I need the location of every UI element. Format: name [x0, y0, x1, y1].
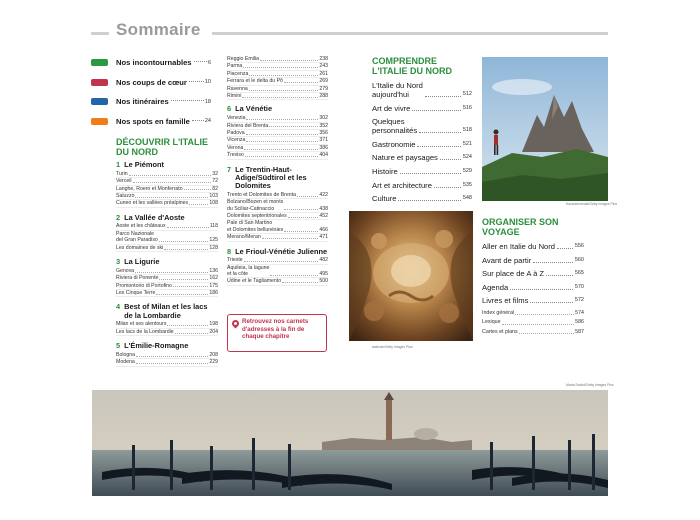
leader-dots [269, 126, 318, 127]
leader-dots [284, 209, 318, 210]
toc-entry[interactable] [482, 242, 584, 251]
toc-entry-label: Padova [227, 129, 245, 136]
title-rule-right [212, 32, 608, 35]
toc-entry[interactable] [116, 178, 218, 185]
toc-entry-label: Nature et paysages [372, 153, 438, 163]
toc-entry-label: Udine et le Tagliamento [227, 278, 282, 285]
toc-entry-label: Quelques personnalités [372, 117, 418, 136]
chapter-heading[interactable] [227, 166, 328, 191]
toc-entry[interactable] [227, 115, 328, 122]
toc-entry[interactable] [372, 117, 472, 135]
leader-dots [400, 173, 461, 174]
toc-entry-label: Les lacs de la Lombardie [116, 328, 174, 335]
toc-entry-page: 570 [574, 283, 584, 290]
leader-dots [425, 96, 461, 97]
toc-entry-label: Verona [227, 144, 244, 151]
leader-dots [167, 325, 208, 326]
toc-entry-label: Genova [116, 267, 135, 274]
toc-entry-page: 128 [209, 244, 218, 251]
comprendre-column [372, 57, 472, 208]
chapter-number: 5 [116, 341, 121, 351]
toc-entry[interactable] [227, 278, 328, 285]
leader-dots [546, 275, 573, 276]
legend-leader-dots [194, 61, 207, 62]
index-entry-label: Lexique [482, 319, 501, 326]
index-entry-page: 587 [575, 328, 584, 335]
toc-entry-label: Les domaines de ski [116, 244, 164, 251]
toc-entry-label: Pale di San Martino et Dolomites bellunésies [227, 220, 284, 233]
toc-entry[interactable] [227, 234, 328, 241]
toc-entry-page: 302 [319, 115, 328, 122]
legend-leader-dots [192, 120, 204, 121]
leader-dots [297, 196, 318, 197]
leader-dots [136, 363, 209, 364]
toc-entry-page: 186 [209, 289, 218, 296]
leader-dots [135, 272, 208, 273]
toc-entry-label: Art et architecture [372, 180, 432, 190]
chapter-heading[interactable] [116, 303, 218, 319]
chapter-number: 8 [227, 246, 232, 256]
legend-swatch [91, 59, 108, 66]
chapter-heading[interactable] [116, 258, 218, 266]
chapter-title: Le Frioul-Vénétie Julienne [235, 246, 328, 256]
toc-entry-page: 238 [319, 56, 328, 62]
toc-entry-page: 136 [209, 267, 218, 274]
chapter-number: 6 [227, 104, 232, 114]
leader-dots [129, 175, 212, 176]
emilie-continued [227, 56, 328, 100]
title-rule-left [91, 32, 109, 35]
leader-dots [167, 227, 209, 228]
leader-dots [262, 238, 319, 239]
leader-dots [284, 82, 318, 83]
leader-dots [519, 333, 575, 334]
toc-entry-page: 208 [209, 351, 218, 358]
toc-entry-label: Riviera del Brenta [227, 122, 269, 129]
toc-entry-label: Ravenna [227, 85, 248, 92]
ceiling-photo-credit: tacitude/Getty Images Plus [372, 345, 413, 349]
leader-dots [282, 282, 318, 283]
toc-entry-label: Verceil [116, 178, 132, 185]
toc-entry-label: Dolomites septentrionales [227, 212, 287, 219]
leader-dots [244, 149, 318, 150]
toc-entry[interactable] [372, 194, 472, 203]
toc-entry-label: Saluzzo [116, 192, 135, 199]
toc-entry-page: 269 [319, 78, 328, 85]
toc-entry-page: 466 [319, 226, 328, 233]
leader-dots [260, 60, 318, 61]
toc-entry-page: 82 [212, 185, 218, 192]
toc-entry-page: 162 [209, 275, 218, 282]
legend-leader-dots [189, 81, 204, 82]
venice-photo-credit: Maria Swärd/Getty Images Plus [566, 383, 614, 387]
toc-entry-label: Treviso [227, 152, 244, 159]
toc-entry-page: 371 [319, 137, 328, 144]
toc-entry-label: Riviera di Ponente [116, 275, 159, 282]
leader-dots [502, 324, 575, 325]
organiser-column [482, 218, 584, 338]
leader-dots [398, 200, 460, 201]
toc-entry[interactable] [116, 321, 218, 328]
leader-dots [515, 314, 574, 315]
ceiling-fresco-photo [349, 211, 473, 341]
toc-entry[interactable] [227, 199, 328, 213]
chapter-number: 7 [227, 164, 232, 174]
toc-entry-page: 471 [319, 234, 328, 241]
index-entry-label: Index général [482, 309, 515, 316]
toc-entry[interactable] [227, 93, 328, 100]
toc-entry-page: 261 [319, 70, 328, 77]
toc-entry[interactable] [372, 81, 472, 99]
toc-entry[interactable] [227, 63, 328, 70]
leader-dots [284, 231, 318, 232]
organiser-entries [482, 242, 584, 305]
toc-entry-label: Rimini [227, 93, 242, 100]
toc-entry[interactable] [372, 153, 472, 162]
toc-entry[interactable] [116, 200, 218, 207]
toc-entry[interactable] [372, 104, 472, 113]
toc-entry-page: 500 [319, 278, 328, 285]
legend-page-number: 10 [204, 79, 211, 86]
toc-entry-label: Culture [372, 194, 397, 204]
leader-dots [246, 119, 318, 120]
toc-entry-page: 103 [209, 192, 218, 199]
leader-dots [242, 97, 318, 98]
toc-entry[interactable] [116, 290, 218, 297]
leader-dots [249, 90, 319, 91]
leader-dots [533, 262, 573, 263]
callout-text: Retrouvez nos carnets d'adresses à la fin de chaque chapitre [242, 318, 309, 341]
chapter-number: 4 [116, 302, 121, 312]
toc-entry[interactable] [482, 269, 584, 278]
legend-swatch [91, 118, 108, 125]
toc-entry[interactable] [482, 296, 584, 305]
toc-entry[interactable] [116, 283, 218, 290]
toc-entry[interactable] [227, 213, 328, 220]
chapter-heading[interactable] [116, 342, 218, 350]
toc-entry-page: 72 [212, 178, 218, 185]
toc-entry[interactable] [227, 71, 328, 78]
toc-entry-page: 521 [462, 140, 472, 147]
toc-entry[interactable] [227, 265, 328, 279]
toc-entry[interactable] [227, 86, 328, 93]
toc-entry-label: Modena [116, 359, 135, 366]
dolomites-hiker-photo [482, 57, 608, 201]
toc-entry-page: 229 [209, 359, 218, 366]
toc-entry-page: 524 [462, 154, 472, 161]
legend-page-number: 18 [204, 98, 211, 105]
toc-entry-page: 482 [319, 257, 328, 264]
toc-entry-page: 422 [319, 191, 328, 198]
leader-dots [159, 279, 208, 280]
chapter-title: Le Piémont [124, 160, 164, 169]
toc-entry-page: 438 [319, 205, 328, 212]
toc-entry-label: Aoste et les châteaux [116, 223, 166, 230]
legend-item[interactable] [91, 95, 211, 108]
toc-entry-page: 535 [462, 181, 472, 188]
toc-entry-label: Parco Nazionale del Gran Paradiso [116, 230, 158, 244]
toc-entry-page: 512 [462, 91, 472, 97]
carnets-callout [227, 314, 327, 352]
toc-entry-label: Histoire [372, 166, 398, 176]
chapter-number: 2 [116, 212, 121, 222]
toc-entry-page: 118 [209, 223, 218, 230]
toc-entry[interactable] [116, 359, 218, 366]
leader-dots [419, 132, 461, 133]
index-entry[interactable] [482, 319, 584, 326]
index-entry[interactable] [482, 329, 584, 336]
toc-entry-page: 529 [462, 167, 472, 174]
chapter-title: La Vénétie [235, 104, 273, 114]
toc-entry-page: 565 [574, 270, 584, 277]
decouvrir-sections [116, 161, 218, 367]
toc-entry-label: Sur place de A à Z [482, 269, 545, 279]
toc-entry-label: Cuneo et les vallées préalpines [116, 200, 189, 207]
toc-entry[interactable] [116, 352, 218, 359]
toc-entry-label: Aller en Italie du Nord [482, 242, 556, 251]
legend-item[interactable] [91, 115, 211, 128]
legend-page-number: 6 [207, 59, 211, 66]
toc-entry-page: 452 [319, 212, 328, 219]
toc-entry-page: 108 [209, 200, 218, 207]
legend-leader-dots [171, 100, 204, 101]
toc-entry-label: Livres et films [482, 296, 529, 306]
toc-entry-page: 352 [319, 122, 328, 129]
toc-entry-label: Agenda [482, 282, 509, 292]
toc-entry[interactable] [116, 231, 218, 245]
chapter-heading[interactable] [116, 214, 218, 222]
toc-entry-label: Trieste [227, 257, 243, 264]
leader-dots [510, 289, 573, 290]
toc-entry-page: 572 [574, 297, 584, 304]
legend-swatch [91, 98, 108, 105]
legend-item[interactable] [91, 76, 211, 89]
leader-dots [243, 67, 318, 68]
leader-dots [412, 110, 460, 111]
toc-entry-page: 495 [319, 271, 328, 278]
page-title: Sommaire [116, 20, 201, 39]
toc-entry[interactable] [372, 167, 472, 176]
toc-entry[interactable] [116, 223, 218, 230]
leader-dots [175, 333, 209, 334]
legend-swatch [91, 79, 108, 86]
leader-dots [159, 241, 209, 242]
toc-entry[interactable] [116, 193, 218, 200]
chapter-title: Best of Milan et les lacs de la Lombardie [124, 302, 208, 320]
chapter-number: 1 [116, 160, 121, 169]
legend [91, 56, 211, 134]
toc-entry-label: Reggio Emilia [227, 56, 260, 62]
leader-dots [246, 141, 318, 142]
chapter-heading[interactable] [116, 161, 218, 169]
toc-entry[interactable] [227, 137, 328, 144]
decouvrir-heading: DÉCOUVRIR L'ITALIE DU NORD [116, 137, 208, 157]
toc-entry-page: 125 [209, 237, 218, 244]
leader-dots [189, 204, 208, 205]
toc-entry-page: 548 [462, 195, 472, 202]
leader-dots [173, 286, 208, 287]
leader-dots [135, 197, 208, 198]
toc-entry[interactable] [116, 268, 218, 275]
toc-entry-label: Bolzano/Bozen et monts du Sciliar-Catinaccio [227, 199, 284, 212]
index-entry-page: 574 [575, 309, 584, 316]
toc-entry[interactable] [227, 257, 328, 264]
toc-entry-page: 32 [212, 170, 218, 177]
toc-entry-label: Avant de partir [482, 255, 532, 265]
toc-entry[interactable] [372, 140, 472, 149]
index-entry-page: 586 [575, 319, 584, 326]
toc-entry-page: 279 [319, 85, 328, 92]
leader-dots [557, 248, 573, 249]
chapter-title: La Ligurie [124, 257, 160, 267]
mountain-photo-credit: Kazanchmedia/Getty Images Plus [566, 202, 618, 206]
leader-dots [434, 187, 461, 188]
legend-label: Nos spots en famille [116, 116, 190, 126]
chapter-heading[interactable] [227, 248, 328, 256]
map-pin-icon [231, 319, 241, 329]
toc-entry-label: Parma [227, 63, 243, 70]
leader-dots [133, 182, 212, 183]
decouvrir-column [116, 138, 218, 367]
toc-entry-label: L'Italie du Nord aujourd'hui [372, 81, 423, 99]
column-2-sections [227, 105, 328, 285]
toc-entry-label: Les Cinque Terre [116, 289, 156, 296]
toc-entry[interactable] [227, 145, 328, 152]
chapter-heading[interactable] [227, 105, 328, 113]
toc-entry-page: 386 [319, 144, 328, 151]
leader-dots [270, 275, 318, 276]
toc-entry-label: Ferrara et le delta du Pô [227, 78, 283, 85]
leader-dots [440, 159, 461, 160]
toc-entry-label: Piacenza [227, 70, 249, 77]
leader-dots [244, 261, 319, 262]
leader-dots [184, 189, 212, 190]
toc-entry-label: Merano/Meran [227, 234, 261, 241]
toc-entry[interactable] [116, 275, 218, 282]
toc-entry[interactable] [482, 283, 584, 292]
toc-entry[interactable] [116, 329, 218, 336]
comprendre-heading: COMPRENDRE L'ITALIE DU NORD [372, 56, 452, 76]
index-entries [482, 310, 584, 336]
toc-entry[interactable] [227, 152, 328, 159]
toc-entry-label: Langhe, Roero et Monferrato [116, 185, 183, 192]
toc-entry-page: 288 [319, 93, 328, 100]
index-entry-label: Cartes et plans [482, 328, 518, 335]
toc-entry[interactable] [227, 220, 328, 234]
leader-dots [246, 134, 319, 135]
legend-item[interactable] [91, 56, 211, 69]
leader-dots [417, 146, 460, 147]
toc-entry[interactable] [227, 56, 328, 63]
toc-entry-label: Venezia [227, 115, 246, 122]
toc-entry-page: 518 [462, 127, 472, 134]
leader-dots [156, 294, 208, 295]
chapter-title: Le Trentin-Haut-Adige/Südtirol et les Dolomites [235, 164, 307, 190]
leader-dots [136, 356, 208, 357]
chapter-number: 3 [116, 257, 121, 267]
toc-entry-page: 404 [319, 152, 328, 159]
legend-label: Nos itinéraires [116, 97, 169, 107]
toc-entry[interactable] [227, 78, 328, 85]
chapter-title: La Vallée d'Aoste [124, 212, 185, 222]
toc-entry[interactable] [227, 130, 328, 137]
legend-label: Nos coups de cœur [116, 77, 187, 87]
toc-entry-label: Aquileia, la lagune et la côte [227, 264, 270, 278]
toc-entry-page: 175 [209, 282, 218, 289]
organiser-heading: ORGANISER SON VOYAGE [482, 217, 559, 237]
toc-entry-page: 516 [462, 104, 472, 111]
index-entry[interactable] [482, 310, 584, 317]
toc-entry-label: Turin [116, 170, 128, 177]
venice-gondolas-photo [92, 390, 608, 496]
toc-entry-label: Vicenza [227, 137, 246, 144]
toc-entry[interactable] [116, 186, 218, 193]
leader-dots [245, 156, 319, 157]
leader-dots [288, 217, 319, 218]
legend-label: Nos incontournables [116, 58, 192, 67]
toc-entry-page: 243 [319, 63, 328, 70]
leader-dots [530, 302, 572, 303]
toc-entry-label: Gastronomie [372, 139, 416, 149]
leader-dots [164, 249, 208, 250]
toc-entry-page: 204 [209, 328, 218, 335]
toc-entry[interactable] [227, 192, 328, 199]
toc-entry[interactable] [227, 123, 328, 130]
toc-entry-label: Promontorio di Portofino [116, 282, 172, 289]
column-2 [227, 56, 328, 286]
comprendre-entries [372, 81, 472, 203]
toc-entry-label: Bologna [116, 351, 136, 358]
toc-entry-page: 560 [574, 256, 584, 263]
chapter-title: L'Émilie-Romagne [124, 341, 189, 351]
toc-entry-label: Art de vivre [372, 103, 411, 113]
toc-entry-page: 556 [574, 243, 584, 249]
toc-entry-label: Milan et ses alentours [116, 321, 167, 328]
toc-entry-label: Trento et Dolomites de Brenta [227, 191, 297, 198]
toc-entry[interactable] [116, 171, 218, 178]
toc-entry-page: 198 [209, 321, 218, 328]
toc-entry-page: 356 [319, 129, 328, 136]
toc-entry[interactable] [116, 245, 218, 252]
toc-entry[interactable] [372, 181, 472, 190]
leader-dots [249, 75, 318, 76]
legend-page-number: 24 [204, 118, 211, 125]
toc-entry[interactable] [482, 256, 584, 265]
